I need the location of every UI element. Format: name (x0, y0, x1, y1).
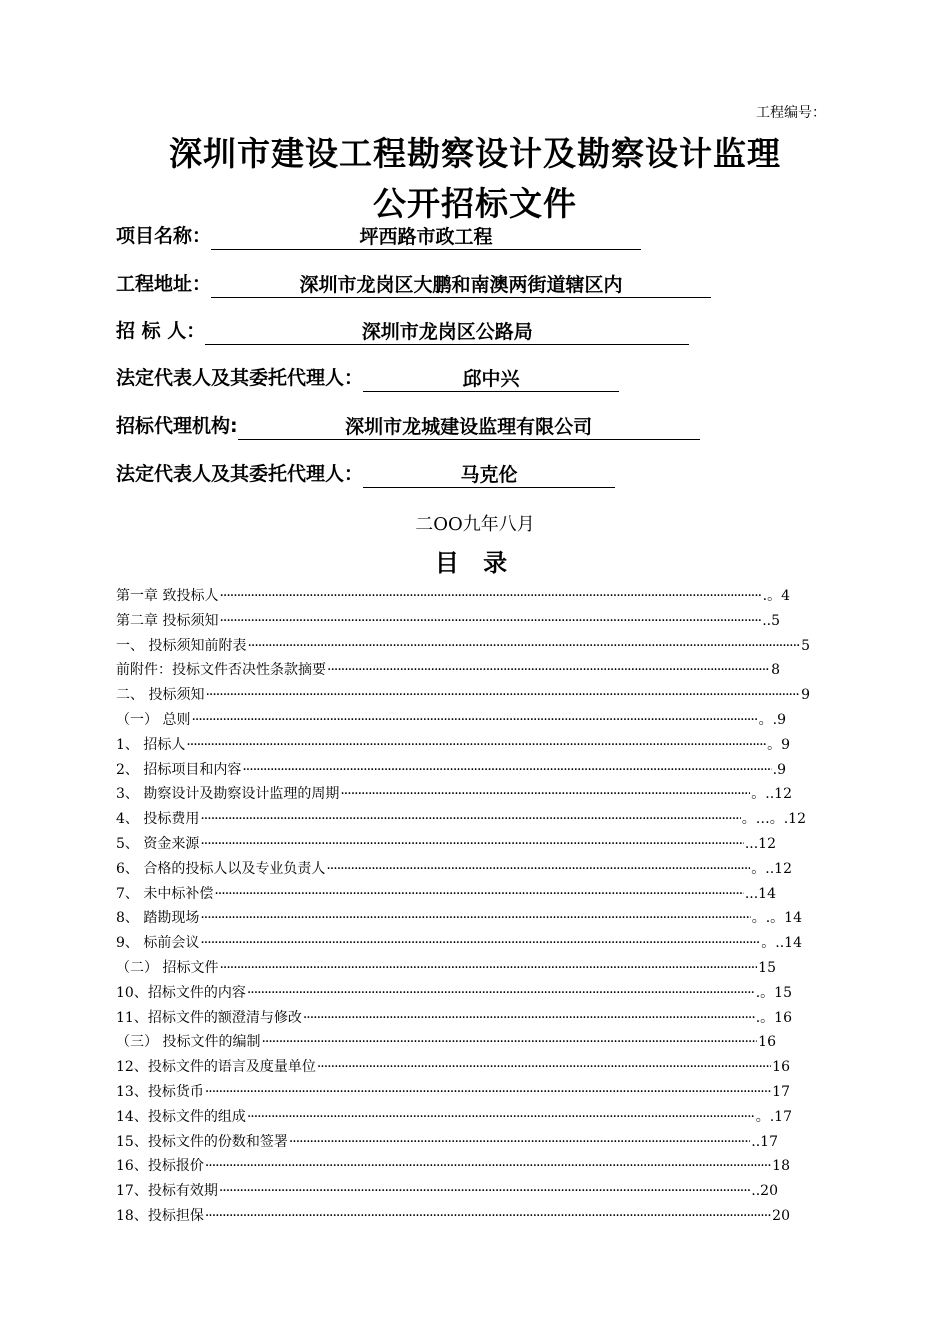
toc-leader-dots (242, 760, 771, 780)
toc-entry (116, 1057, 790, 1077)
toc-entry (116, 1132, 778, 1152)
toc-entry-title: 15、投标文件的份数和签署 (116, 1133, 288, 1150)
toc-leader-dots (205, 1206, 771, 1226)
toc-entry-page: 15 (758, 960, 776, 976)
issue-date: 二OO九年八月 (415, 514, 535, 535)
toc-heading: 目 录 (434, 549, 516, 577)
toc-entry-page: 。…。.12 (741, 811, 806, 828)
toc-entry-page: 。..14 (761, 935, 802, 952)
toc-leader-dots (186, 735, 766, 755)
toc-entry-page: 5 (801, 637, 810, 654)
toc-leader-dots (247, 636, 800, 656)
toc-entry-page: 16 (772, 1059, 790, 1076)
toc-leader-dots (247, 1107, 755, 1127)
toc-entry-page: 。..12 (751, 860, 792, 877)
toc-entry-title: 12、投标文件的语言及度量单位 (116, 1059, 316, 1076)
field-label: 项目名称： (116, 225, 212, 247)
toc-entry-title: 18、投标担保 (116, 1208, 204, 1224)
toc-entry-title: （一） 总则 (116, 712, 191, 728)
field-value: 深圳市龙岗区大鹏和南澳两街道辖区内 (211, 272, 711, 298)
field-tender-agency (116, 412, 700, 440)
toc-entry (116, 983, 792, 1003)
toc-entry-title: 第一章 致投标人 (116, 588, 219, 604)
toc-entry-page: 9 (801, 687, 810, 704)
toc-entry-title: 一、 投标须知前附表 (116, 637, 247, 654)
field-value: 深圳市龙岗区公路局 (205, 319, 689, 345)
toc-entry (116, 735, 790, 755)
toc-entry-page: 8 (771, 662, 780, 679)
toc-leader-dots (200, 834, 743, 854)
toc-entry (116, 1032, 776, 1052)
field-agency-representative (116, 460, 615, 488)
toc-entry (116, 660, 780, 680)
field-legal-representative (116, 364, 619, 392)
toc-entry-title: （二） 招标文件 (116, 960, 219, 976)
toc-entry (116, 1156, 790, 1176)
toc-entry (116, 908, 802, 928)
toc-leader-dots (200, 908, 750, 928)
toc-leader-dots (289, 1132, 750, 1152)
toc-entry-title: 8、 踏勘现场 (116, 910, 200, 927)
field-value: 深圳市龙城建设监理有限公司 (238, 414, 700, 440)
toc-entry (116, 884, 776, 904)
toc-entry-page: 18 (772, 1158, 790, 1175)
toc-entry-title: 7、 未中标补偿 (116, 885, 214, 902)
toc-leader-dots (261, 1032, 757, 1052)
toc-entry-page: .9 (772, 761, 786, 778)
toc-entry-title: 二、 投标须知 (116, 687, 205, 704)
toc-entry-title: 13、投标货币 (116, 1084, 204, 1100)
toc-entry (116, 859, 792, 879)
field-label: 招 标 人： (116, 320, 206, 342)
toc-leader-dots (219, 611, 761, 631)
toc-entry-title: （三） 投标文件的编制 (116, 1034, 261, 1051)
toc-leader-dots (219, 958, 757, 978)
toc-entry-page: 20 (772, 1208, 790, 1224)
toc-leader-dots (214, 884, 743, 904)
toc-entry-title: 14、投标文件的组成 (116, 1108, 246, 1125)
field-value: 马克伦 (363, 462, 615, 488)
toc-entry-title: 4、 投标费用 (116, 811, 200, 828)
toc-entry-title: 17、投标有效期 (116, 1183, 218, 1200)
toc-entry (116, 1107, 792, 1127)
field-label: 工程地址： (116, 273, 212, 295)
toc-entry-title: 3、 勘察设计及勘察设计监理的周期 (116, 786, 340, 803)
toc-entry-page: 。.17 (755, 1108, 792, 1125)
toc-entry (116, 958, 776, 978)
toc-entry-page: ..17 (751, 1133, 778, 1150)
toc-entry (116, 933, 802, 953)
toc-entry (116, 636, 810, 656)
toc-entry (116, 685, 810, 705)
toc-entry-page: ..20 (751, 1183, 778, 1200)
field-project-address (116, 270, 711, 298)
toc-entry-title: 16、投标报价 (116, 1158, 204, 1175)
toc-entry-page: ...12 (744, 836, 776, 852)
toc-entry (116, 760, 786, 780)
document-title: 深圳市建设工程勘察设计及勘察设计监理 (169, 134, 781, 173)
toc-entry-title: 9、 标前会议 (116, 935, 200, 952)
field-value: 邱中兴 (363, 366, 619, 392)
field-label: 法定代表人及其委托代理人： (116, 367, 364, 389)
toc-entry-title: 第二章 投标须知 (116, 612, 219, 629)
toc-entry (116, 834, 776, 854)
toc-leader-dots (326, 859, 750, 879)
toc-leader-dots (191, 710, 757, 730)
toc-entry-page: ...14 (744, 885, 776, 902)
toc-entry-page: 。..12 (751, 786, 792, 803)
field-value: 坪西路市政工程 (211, 224, 641, 250)
field-tenderer (116, 317, 689, 345)
toc-entry (116, 710, 786, 730)
toc-leader-dots (205, 1082, 771, 1102)
toc-entry-page: .。4 (762, 588, 790, 604)
toc-entry-page: 。9 (767, 736, 790, 753)
toc-entry (116, 1082, 790, 1102)
toc-entry-page: 。.。14 (751, 910, 802, 927)
toc-entry (116, 611, 780, 631)
toc-leader-dots (317, 1057, 771, 1077)
toc-entry (116, 586, 790, 606)
toc-entry-title: 2、 招标项目和内容 (116, 761, 242, 778)
toc-entry (116, 1008, 792, 1028)
toc-entry-title: 10、招标文件的内容 (116, 984, 246, 1001)
project-number-label: 工程编号： (756, 105, 826, 121)
toc-leader-dots (247, 983, 755, 1003)
toc-entry (116, 1206, 790, 1226)
toc-leader-dots (219, 586, 761, 606)
toc-entry-title: 11、招标文件的额澄清与修改 (116, 1009, 302, 1026)
toc-entry-title: 6、 合格的投标人以及专业负责人 (116, 860, 326, 877)
field-project-name (116, 222, 641, 250)
toc-leader-dots (205, 1156, 771, 1176)
toc-leader-dots (200, 809, 740, 829)
toc-entry-page: .。15 (755, 984, 792, 1001)
toc-leader-dots (340, 784, 750, 804)
toc-leader-dots (200, 933, 760, 953)
toc-entry-page: ..5 (762, 612, 780, 629)
toc-entry (116, 809, 806, 829)
toc-entry-page: 16 (758, 1034, 776, 1051)
toc-entry-page: 。.9 (758, 712, 786, 728)
toc-entry-title: 5、 资金来源 (116, 836, 200, 852)
toc-entry (116, 784, 792, 804)
toc-leader-dots (303, 1008, 755, 1028)
toc-entry-page: .。16 (755, 1009, 792, 1026)
document-subtitle: 公开招标文件 (373, 184, 577, 223)
toc-entry (116, 1181, 778, 1201)
toc-leader-dots (205, 685, 800, 705)
toc-entry-title: 1、 招标人 (116, 736, 186, 753)
toc-leader-dots (327, 660, 770, 680)
toc-entry-title: 前附件：投标文件否决性条款摘要 (116, 662, 326, 679)
toc-entry-page: 17 (772, 1084, 790, 1100)
field-label: 招标代理机构: (116, 415, 238, 437)
field-label: 法定代表人及其委托代理人： (116, 463, 364, 485)
toc-leader-dots (219, 1181, 750, 1201)
